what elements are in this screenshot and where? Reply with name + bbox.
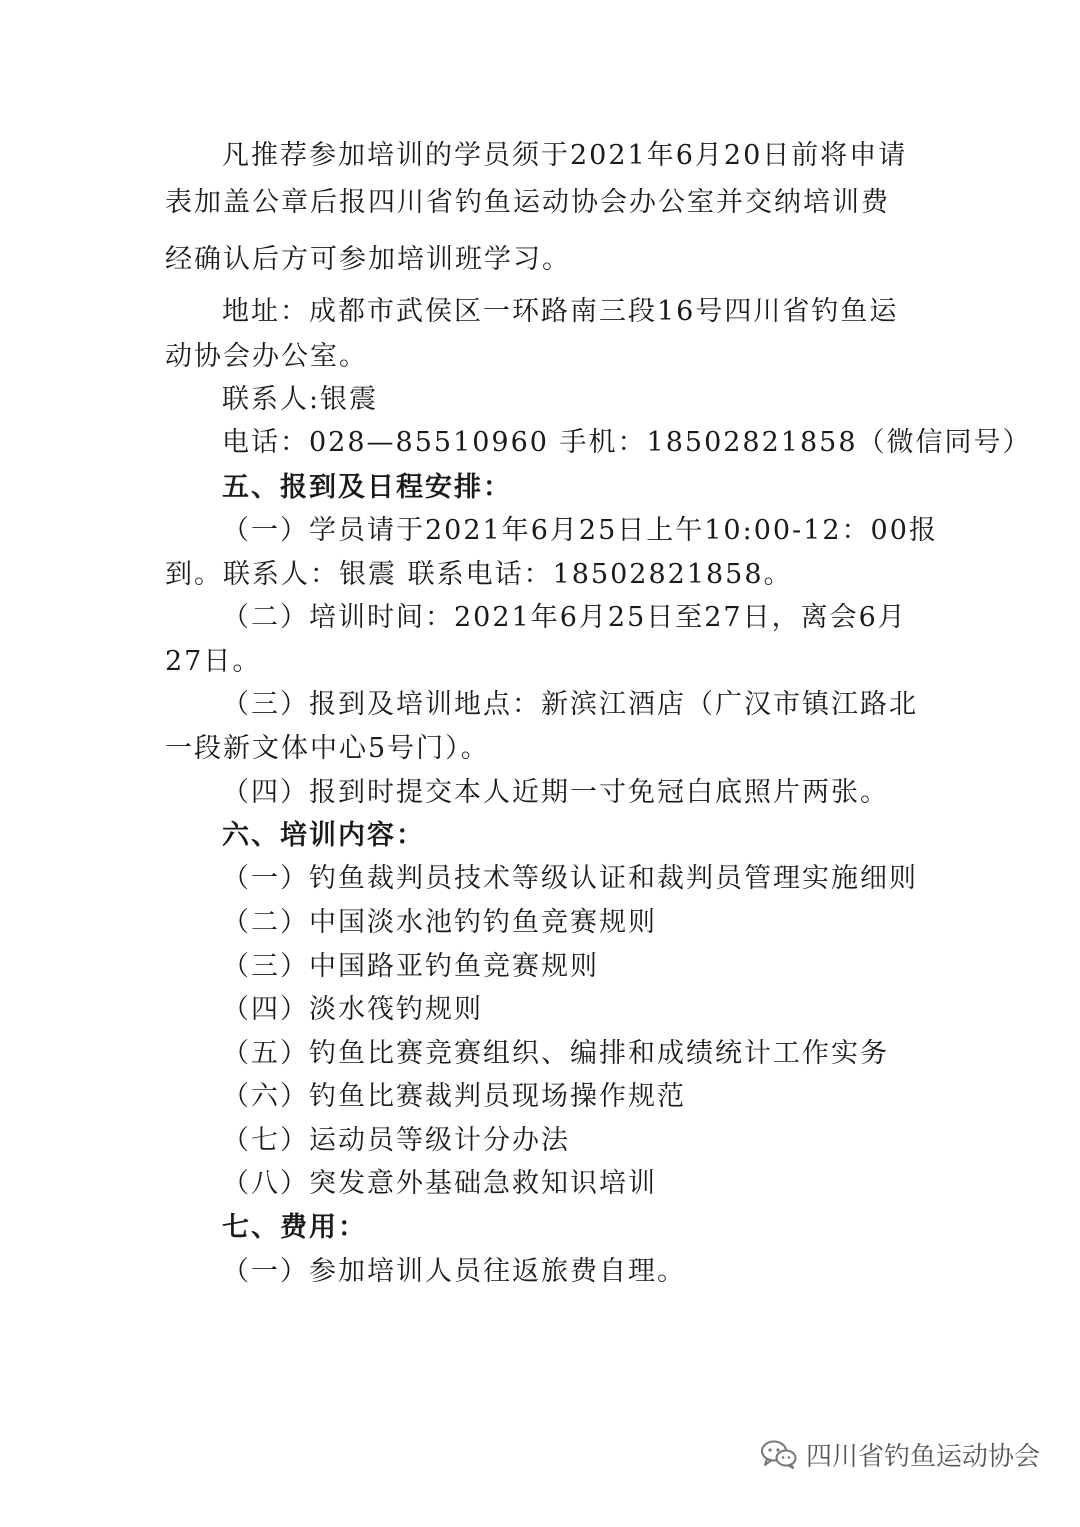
list-item: 27日。 [165, 646, 262, 677]
list-item: （一）学员请于2021年6月25日上午10:00-12：00报 [222, 515, 938, 546]
list-item: 一段新文体中心5号门）。 [165, 733, 490, 764]
phone-line: 电话：028—85510960 手机：18502821858（微信同号） [222, 427, 1032, 458]
list-item: （三）中国路亚钓鱼竞赛规则 [222, 951, 599, 982]
list-item: （二）培训时间：2021年6月25日至27日，离会6月 [222, 602, 907, 633]
watermark-text: 四川省钓鱼运动协会 [806, 1441, 1041, 1472]
address-line: 地址：成都市武侯区一环路南三段16号四川省钓鱼运 [222, 296, 899, 327]
paragraph-line: 凡推荐参加培训的学员须于2021年6月20日前将申请 [222, 140, 908, 171]
list-item: （四）淡水筏钓规则 [222, 994, 483, 1025]
list-item: （一）参加培训人员往返旅费自理。 [222, 1256, 686, 1287]
list-item: （八）突发意外基础急救知识培训 [222, 1168, 657, 1199]
contact-person: 联系人:银震 [222, 384, 379, 415]
list-item: （五）钓鱼比赛竞赛组织、编排和成绩统计工作实务 [222, 1038, 889, 1069]
list-item: （七）运动员等级计分办法 [222, 1125, 570, 1156]
section-heading: 七、费用： [222, 1212, 367, 1243]
section-heading: 六、培训内容： [222, 820, 425, 851]
address-line: 动协会办公室。 [165, 341, 368, 372]
section-heading: 五、报到及日程安排： [222, 472, 512, 503]
paragraph-line: 表加盖公章后报四川省钓鱼运动协会办公室并交纳培训费 [165, 187, 890, 218]
list-item: 到。联系人：银震 联系电话：18502821858。 [165, 559, 793, 590]
list-item: （二）中国淡水池钓钓鱼竞赛规则 [222, 907, 657, 938]
wechat-icon [760, 1439, 798, 1469]
paragraph-line: 经确认后方可参加培训班学习。 [165, 244, 571, 275]
list-item: （六）钓鱼比赛裁判员现场操作规范 [222, 1081, 686, 1112]
list-item: （三）报到及培训地点：新滨江酒店（广汉市镇江路北 [222, 689, 918, 720]
watermark [760, 1434, 1040, 1474]
list-item: （一）钓鱼裁判员技术等级认证和裁判员管理实施细则 [222, 863, 918, 894]
list-item: （四）报到时提交本人近期一寸免冠白底照片两张。 [222, 777, 889, 808]
